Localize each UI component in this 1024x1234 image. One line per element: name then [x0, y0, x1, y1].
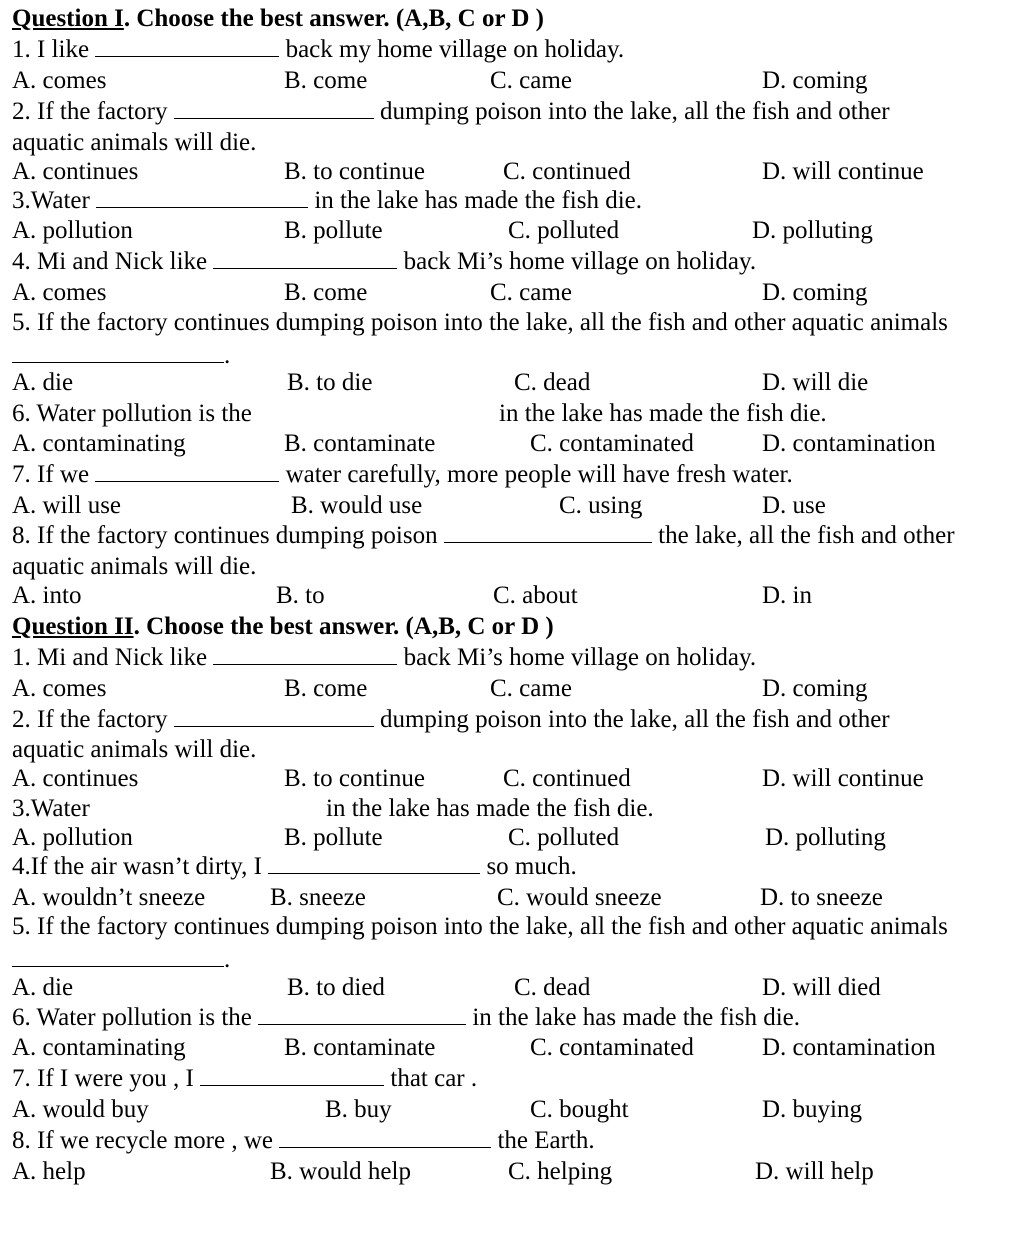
question-1-2: 2. If the factory dumping poison into the lake, all the fish and other [12, 98, 890, 125]
option-c[interactable]: C. contaminated [530, 1034, 694, 1061]
option-a[interactable]: A. continues [12, 158, 139, 185]
answer-blank [174, 706, 374, 727]
option-d[interactable]: D. will continue [762, 158, 924, 185]
options-2-5 [0, 973, 1024, 1003]
option-b[interactable]: B. to die [287, 369, 373, 396]
option-d[interactable]: D. polluting [765, 824, 886, 851]
option-a[interactable]: A. would buy [12, 1096, 149, 1123]
question-1-5: 5. If the factory continues dumping poison into the lake, all the fish and other aquatic animals [12, 309, 948, 336]
answer-blank [96, 187, 308, 208]
option-c[interactable]: C. contaminated [530, 430, 694, 457]
option-d[interactable]: D. coming [762, 67, 868, 94]
answer-blank [12, 342, 224, 363]
option-c[interactable]: C. about [493, 582, 578, 609]
options-2-2 [0, 764, 1024, 794]
option-d[interactable]: D. will help [755, 1158, 874, 1185]
option-d[interactable]: D. contamination [762, 430, 936, 457]
answer-blank [174, 98, 374, 119]
option-a[interactable]: A. wouldn’t sneeze [12, 884, 206, 911]
question-1-7: 7. If we water carefully, more people will have fresh water. [12, 461, 793, 488]
option-d[interactable]: D. will died [762, 974, 881, 1001]
answer-blank [444, 522, 652, 543]
option-b[interactable]: B. would use [291, 492, 423, 519]
option-a[interactable]: A. die [12, 974, 74, 1001]
option-c[interactable]: C. continued [503, 765, 631, 792]
answer-blank [95, 461, 279, 482]
option-b[interactable]: B. pollute [284, 217, 383, 244]
option-d[interactable]: D. to sneeze [760, 884, 883, 911]
option-a[interactable]: A. will use [12, 492, 122, 519]
answer-blank [95, 36, 279, 57]
options-1-3 [0, 216, 1024, 246]
option-a[interactable]: A. comes [12, 279, 107, 306]
option-d[interactable]: D. buying [762, 1096, 862, 1123]
option-c[interactable]: C. came [490, 279, 572, 306]
options-2-7 [0, 1095, 1024, 1125]
option-a[interactable]: A. contaminating [12, 1034, 186, 1061]
option-d[interactable]: D. will die [762, 369, 869, 396]
option-a[interactable]: A. comes [12, 675, 107, 702]
option-c[interactable]: C. came [490, 67, 572, 94]
options-2-6 [0, 1033, 1024, 1063]
answer-blank [268, 853, 480, 874]
question-1-8: 8. If the factory continues dumping poison the lake, all the fish and other [12, 522, 955, 549]
option-c[interactable]: C. dead [514, 369, 591, 396]
option-d[interactable]: D. in [762, 582, 812, 609]
options-2-3 [0, 823, 1024, 853]
question-2-5: 5. If the factory continues dumping poison into the lake, all the fish and other aquatic animals [12, 913, 948, 940]
question-2-2: 2. If the factory dumping poison into the lake, all the fish and other [12, 706, 890, 733]
options-1-8 [0, 581, 1024, 611]
option-b[interactable]: B. come [284, 279, 368, 306]
options-1-7 [0, 491, 1024, 521]
option-c[interactable]: C. came [490, 675, 572, 702]
option-b[interactable]: B. come [284, 675, 368, 702]
question-1-2-cont: aquatic animals will die. [12, 129, 257, 156]
question-2-4: 4.If the air wasn’t dirty, I so much. [12, 853, 577, 880]
option-b[interactable]: B. contaminate [284, 430, 436, 457]
question-2-3: 3.Water in the lake has made the fish die. [12, 795, 654, 822]
question-2-5-blank-line: . [12, 945, 230, 975]
option-b[interactable]: B. to [276, 582, 325, 609]
options-1-5 [0, 368, 1024, 398]
answer-blank [213, 248, 397, 269]
options-2-1 [0, 674, 1024, 704]
question-1-5-blank-line: . [12, 341, 230, 371]
option-d[interactable]: D. will continue [762, 765, 924, 792]
options-1-4 [0, 278, 1024, 308]
question-2-1: 1. Mi and Nick like back Mi’s home village on holiday. [12, 644, 757, 671]
option-a[interactable]: A. into [12, 582, 82, 609]
option-d[interactable]: D. coming [762, 279, 868, 306]
options-1-1 [0, 66, 1024, 96]
option-a[interactable]: A. pollution [12, 824, 133, 851]
option-c[interactable]: C. continued [503, 158, 631, 185]
option-a[interactable]: A. contaminating [12, 430, 186, 457]
option-b[interactable]: B. buy [325, 1096, 392, 1123]
option-c[interactable]: C. bought [530, 1096, 629, 1123]
option-d[interactable]: D. polluting [752, 217, 873, 244]
options-1-6 [0, 429, 1024, 459]
option-c[interactable]: C. using [559, 492, 643, 519]
options-2-8 [0, 1157, 1024, 1187]
option-c[interactable]: C. polluted [508, 217, 620, 244]
option-c[interactable]: C. polluted [508, 824, 620, 851]
option-c[interactable]: C. would sneeze [497, 884, 662, 911]
section-1-heading: Question I. Choose the best answer. (A,B, C or D ) [12, 5, 544, 32]
option-a[interactable]: A. help [12, 1158, 86, 1185]
options-2-4 [0, 883, 1024, 913]
option-a[interactable]: A. continues [12, 765, 139, 792]
question-2-8: 8. If we recycle more , we the Earth. [12, 1127, 595, 1154]
answer-blank [258, 1004, 466, 1025]
option-b[interactable]: B. contaminate [284, 1034, 436, 1061]
option-b[interactable]: B. come [284, 67, 368, 94]
option-c[interactable]: C. dead [514, 974, 591, 1001]
option-d[interactable]: D. use [762, 492, 826, 519]
answer-blank [200, 1065, 384, 1086]
option-b[interactable]: B. pollute [284, 824, 383, 851]
options-1-2 [0, 157, 1024, 187]
answer-blank [12, 946, 224, 967]
question-1-8-cont: aquatic animals will die. [12, 553, 257, 580]
option-b[interactable]: B. would help [270, 1158, 411, 1185]
section-2-heading: Question II. Choose the best answer. (A,B, C or D ) [12, 613, 554, 640]
question-2-6: 6. Water pollution is the in the lake has made the fish die. [12, 1004, 801, 1031]
question-1-3: 3.Water in the lake has made the fish die. [12, 187, 642, 214]
answer-blank [279, 1127, 491, 1148]
option-c[interactable]: C. helping [508, 1158, 613, 1185]
question-2-7: 7. If I were you , I that car . [12, 1065, 478, 1092]
question-1-1: 1. I like back my home village on holiday. [12, 36, 625, 63]
option-b[interactable]: B. to continue [284, 765, 425, 792]
option-d[interactable]: D. coming [762, 675, 868, 702]
question-2-2-cont: aquatic animals will die. [12, 736, 257, 763]
question-1-6: 6. Water pollution is the in the lake has made the fish die. [12, 400, 827, 427]
option-a[interactable]: A. die [12, 369, 74, 396]
option-a[interactable]: A. pollution [12, 217, 133, 244]
answer-blank [213, 644, 397, 665]
question-1-4: 4. Mi and Nick like back Mi’s home village on holiday. [12, 248, 757, 275]
option-b[interactable]: B. to died [287, 974, 385, 1001]
option-b[interactable]: B. to continue [284, 158, 425, 185]
option-b[interactable]: B. sneeze [270, 884, 366, 911]
option-d[interactable]: D. contamination [762, 1034, 936, 1061]
option-a[interactable]: A. comes [12, 67, 107, 94]
